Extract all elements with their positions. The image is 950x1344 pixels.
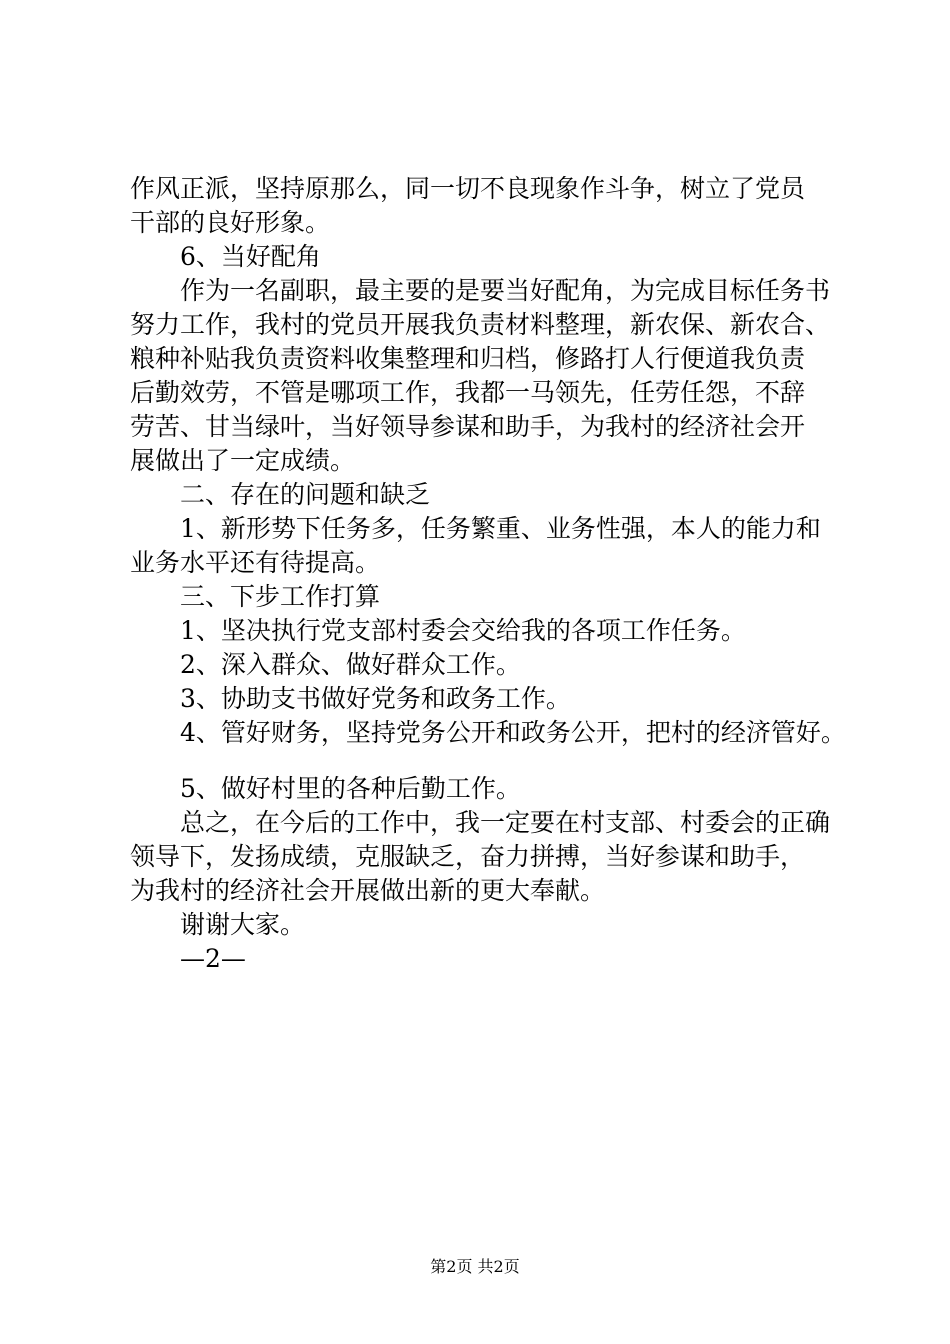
body-line: 领导下，发扬成绩，克服缺乏，奋力拼搏，当好参谋和助手，	[130, 842, 806, 871]
list-item: 2、深入群众、做好群众工作。	[180, 650, 521, 679]
section-heading: 三、下步工作打算	[180, 582, 381, 611]
body-line: 粮种补贴我负责资料收集整理和归档，修路打人行便道我负责	[130, 344, 806, 373]
list-item: 1、坚决执行党支部村委会交给我的各项工作任务。	[180, 616, 746, 645]
page-footer: 第2页 共2页	[430, 1257, 520, 1276]
paragraph-gap	[130, 750, 850, 772]
body-line: 业务水平还有待提高。	[130, 548, 381, 577]
body-line: 总之，在今后的工作中，我一定要在村支部、村委会的正确	[180, 808, 831, 837]
body-line: 干部的良好形象。	[130, 208, 331, 237]
section-heading: 二、存在的问题和缺乏	[180, 480, 431, 509]
closing-line: 谢谢大家。	[180, 910, 306, 939]
body-line: 1、新形势下任务多，任务繁重、业务性强，本人的能力和	[180, 514, 821, 543]
body-line: 劳苦、甘当绿叶，当好领导参谋和助手，为我村的经济社会开	[130, 412, 806, 441]
list-item: 4、管好财务，坚持党务公开和政务公开，把村的经济管好。	[180, 718, 846, 747]
body-line: 为我村的经济社会开展做出新的更大奉献。	[130, 876, 606, 905]
inline-page-number: —2—	[180, 944, 246, 973]
document-body	[130, 172, 850, 976]
body-line: 作风正派，坚持原那么，同一切不良现象作斗争，树立了党员	[130, 174, 806, 203]
body-line: 展做出了一定成绩。	[130, 446, 356, 475]
list-item: 3、协助支书做好党务和政务工作。	[180, 684, 571, 713]
body-line: 后勤效劳，不管是哪项工作，我都一马领先，任劳任怨，不辞	[130, 378, 806, 407]
body-line: 努力工作，我村的党员开展我负责材料整理，新农保、新农合、	[130, 310, 831, 339]
body-line: 作为一名副职，最主要的是要当好配角，为完成目标任务书	[180, 276, 831, 305]
list-item: 5、做好村里的各种后勤工作。	[180, 774, 521, 803]
section-heading: 6、当好配角	[180, 242, 321, 271]
